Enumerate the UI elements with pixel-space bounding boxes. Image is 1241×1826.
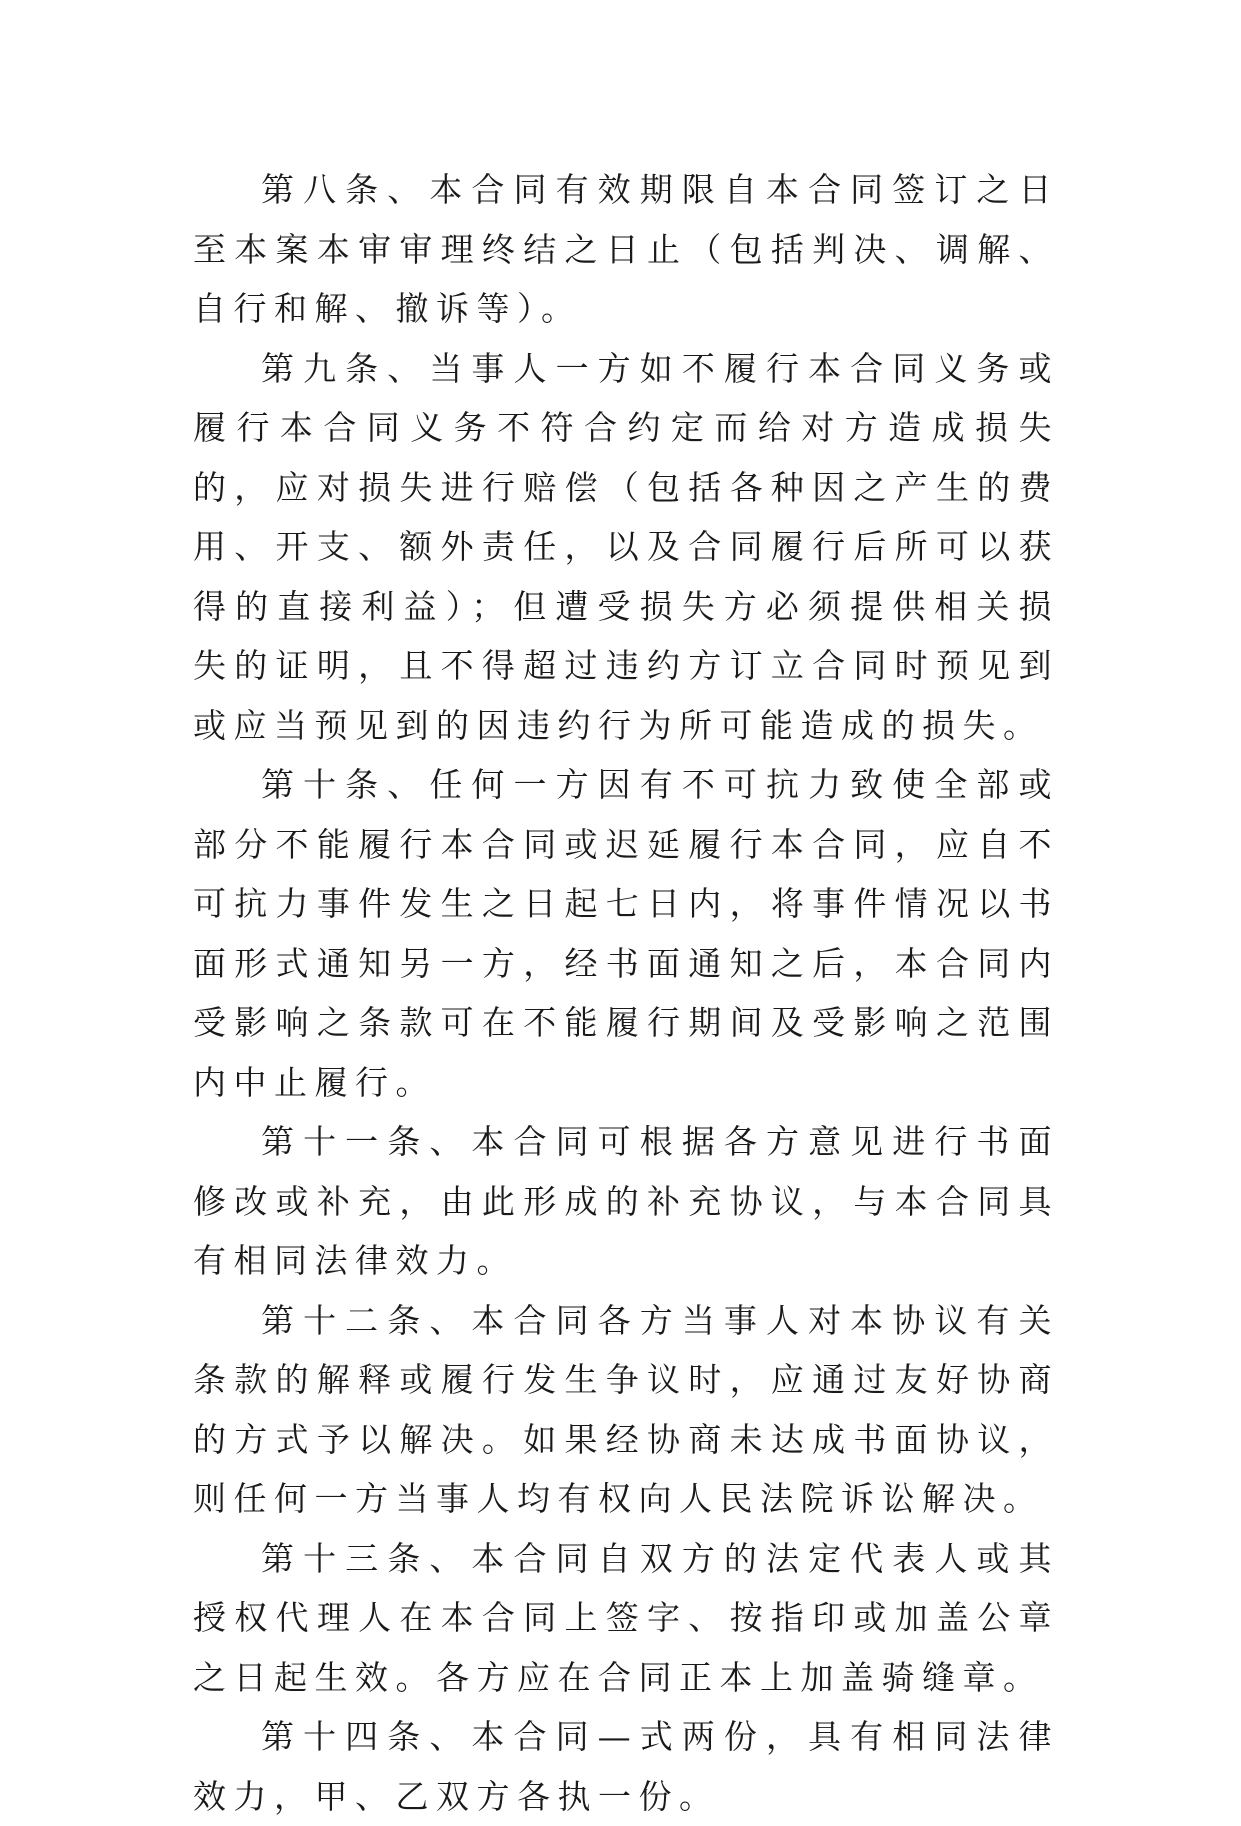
clause-13-paragraph: 第十三条、本合同自双方的法定代表人或其授权代理人在本合同上签字、按指印或加盖公章之日起生效。各方应在合同正本上加盖骑缝章。 [193, 1538, 1059, 1697]
clause-11-paragraph: 第十一条、本合同可根据各方意见进行书面修改或补充，由此形成的补充协议，与本合同具有相同法律效力。 [193, 1122, 1059, 1280]
clause-9-paragraph: 第九条、当事人一方如不履行本合同义务或履行本合同义务不符合约定而给对方造成损失的，应对损失进行赔偿（包括各种因之产生的费用、开支、额外责任，以及合同履行后所可以获得的直接利益）；但遭受损失方必须提供相关损失的证明，且不得超过违约方订立合同时预见到或应当预见到的因违约行为所可能造成的损失。 [193, 348, 1059, 745]
clause-14-paragraph: 第十四条、本合同—式两份，具有相同法律效力，甲、乙双方各执一份。 [193, 1717, 1059, 1816]
contract-body [193, 160, 1059, 1826]
clause-8-paragraph: 第八条、本合同有效期限自本合同签订之日至本案本审审理终结之日止（包括判决、调解、自行和解、撤诉等）。 [193, 170, 1059, 328]
clause-10-paragraph: 第十条、任何一方因有不可抗力致使全部或部分不能履行本合同或迟延履行本合同，应自不可抗力事件发生之日起七日内，将事件情况以书面形式通知另一方，经书面通知之后，本合同内受影响之条款可在不能履行期间及受影响之范围内中止履行。 [193, 765, 1059, 1102]
clause-12-paragraph: 第十二条、本合同各方当事人对本协议有关条款的解释或履行发生争议时，应通过友好协商的方式予以解决。如果经协商未达成书面协议，则任何一方当事人均有权向人民法院诉讼解决。 [193, 1300, 1059, 1518]
